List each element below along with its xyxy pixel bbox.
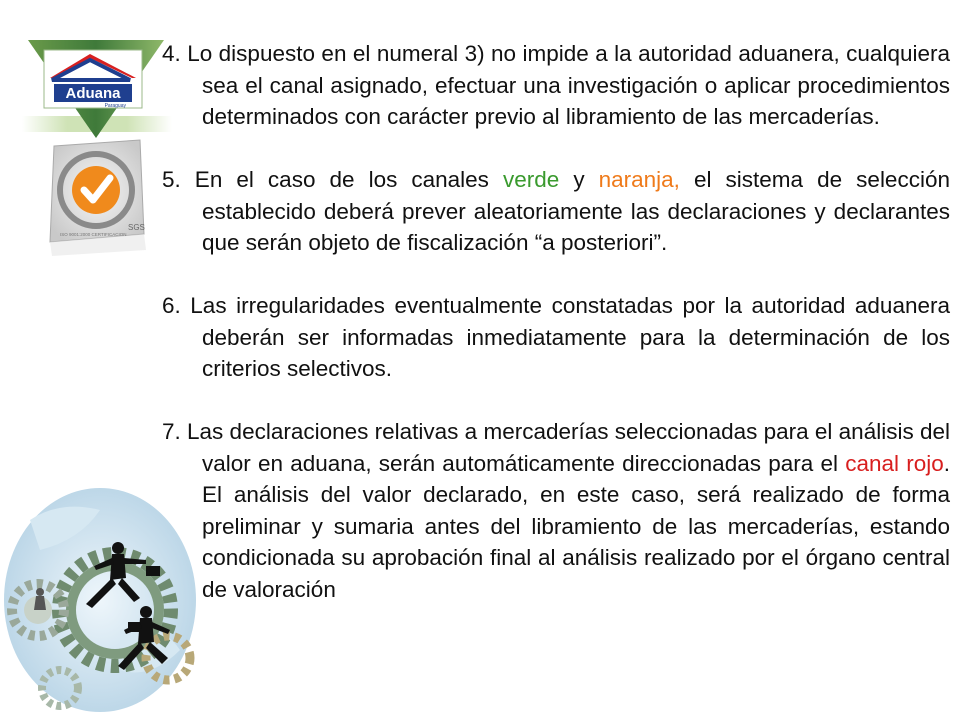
provision-7-text-b: . El análisis del valor declarado, en este caso, será realizado de forma preliminar y sumaria antes del libramiento de las mercaderías, estando condicionada su aprobación final al análisis realizado por el órgano central de valoración bbox=[202, 450, 950, 602]
provision-item-7 bbox=[162, 416, 950, 605]
iso-certificate-image bbox=[40, 138, 150, 256]
iso-certificate-graphic bbox=[40, 138, 150, 256]
canal-rojo-text: canal rojo bbox=[845, 450, 944, 476]
provision-item-4 bbox=[162, 38, 950, 133]
provision-item-5 bbox=[162, 164, 950, 259]
cert-mark-text: SGS bbox=[128, 223, 145, 232]
numbered-provisions bbox=[162, 38, 950, 605]
canal-verde-text: verde bbox=[502, 167, 560, 192]
logo-country-text: Paraguay bbox=[104, 103, 126, 109]
provision-6-text: 6. Las irregularidades eventualmente constatadas por la autoridad aduanera deberán ser informadas inmediatamente para la determinación de los criterios selectivos. bbox=[162, 293, 950, 381]
logo-brand-text: Aduana bbox=[65, 85, 121, 102]
provision-item-6 bbox=[162, 290, 950, 385]
aduana-logo-graphic bbox=[22, 38, 172, 138]
provision-4-text: 4. Lo dispuesto en el numeral 3) no impide a la autoridad aduanera, cualquiera sea el canal asignado, efectuar una investigación o aplicar procedimientos determinados con carácter previo al libramiento de las mercaderías. bbox=[162, 41, 950, 129]
provision-5-text-a: 5. En el caso de los canales bbox=[162, 167, 503, 192]
cert-text: ISO 9001:2000 CERTIFICACION bbox=[60, 232, 127, 237]
canal-naranja-text: naranja, bbox=[598, 167, 680, 192]
provision-7-text-a: 7. Las declaraciones relativas a mercaderías seleccionadas para el análisis del valor en aduana, serán automáticamente direccionadas para el bbox=[162, 419, 950, 476]
provision-5-text-b: y bbox=[559, 167, 599, 192]
aduana-logo bbox=[22, 38, 172, 138]
provision-5-text-c: el sistema de selección establecido deberá prever aleatoriamente las declaraciones y declarantes que serán objeto de fiscalización “a posteriori”. bbox=[202, 167, 950, 255]
